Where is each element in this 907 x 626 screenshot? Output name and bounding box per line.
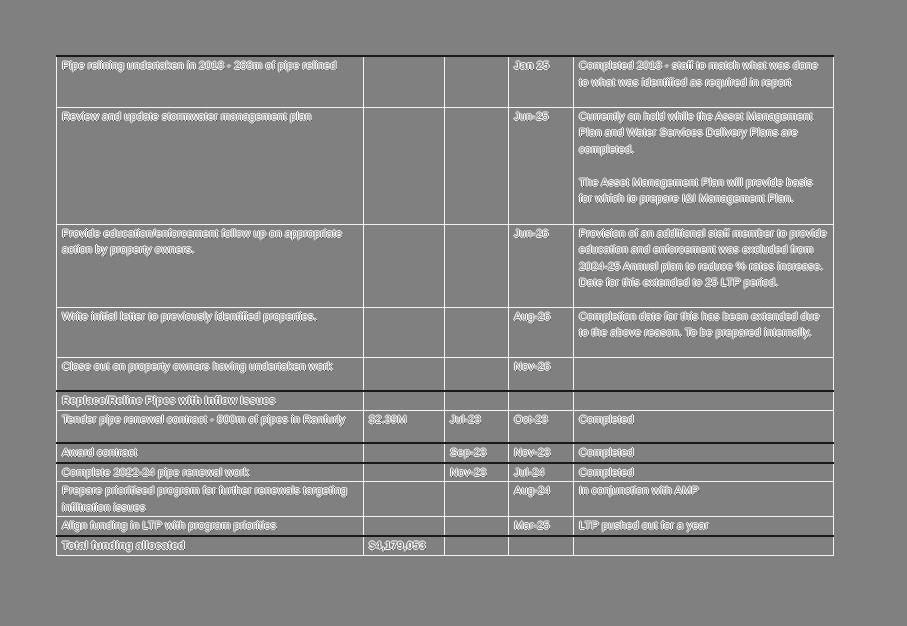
comment-cell: Completed — [574, 443, 834, 463]
action-cell: Review and update stormwater management plan — [57, 107, 364, 224]
comment-paragraph: Currently on hold while the Asset Management Plan and Water Services Delivery Plans are completed. — [579, 110, 813, 156]
table-row — [57, 482, 834, 517]
start-cell — [445, 517, 509, 536]
target-date-cell: Jun-25 — [509, 107, 574, 224]
table-row — [57, 517, 834, 536]
comment-cell: Completed — [574, 463, 834, 482]
action-cell: Tender pipe renewal contract - 800m of pipes in Ranfurly — [57, 410, 364, 443]
action-cell: Align funding in LTP with program priorities — [57, 517, 364, 536]
total-label: Total funding allocated — [57, 536, 364, 555]
target-date-cell: Mar-25 — [509, 517, 574, 536]
funding-cell — [364, 443, 445, 463]
table-row — [57, 357, 834, 391]
start-cell — [445, 482, 509, 517]
funding-cell — [364, 463, 445, 482]
empty-cell — [364, 391, 445, 410]
funding-cell — [364, 224, 445, 307]
total-funding: $4,179,053 — [364, 536, 445, 555]
empty-cell — [445, 536, 509, 555]
start-cell: Nov-23 — [445, 463, 509, 482]
action-cell: Prepare prioritised program for further renewals targeting infiltration issues — [57, 482, 364, 517]
target-date-cell: Jul-24 — [509, 463, 574, 482]
table-row — [57, 224, 834, 307]
target-date-cell: Jun-26 — [509, 224, 574, 307]
action-cell: Pipe relining undertaken in 2018 - 288m of pipe relined — [57, 56, 364, 107]
comment-cell — [574, 357, 834, 391]
total-row — [57, 536, 834, 555]
start-cell — [445, 107, 509, 224]
start-cell — [445, 224, 509, 307]
action-cell: Award contract — [57, 443, 364, 463]
start-cell: Jul-23 — [445, 410, 509, 443]
empty-cell — [445, 391, 509, 410]
empty-cell — [509, 391, 574, 410]
action-cell: Close out on property owners having undertaken work — [57, 357, 364, 391]
comment-cell: LTP pushed out for a year — [574, 517, 834, 536]
start-cell — [445, 56, 509, 107]
funding-cell — [364, 107, 445, 224]
action-cell: Provide education/enforcement follow up on appropriate action by property owners. — [57, 224, 364, 307]
target-date-cell: Jan 25 — [509, 56, 574, 107]
comment-cell — [574, 107, 834, 224]
funding-cell: $2.39M — [364, 410, 445, 443]
table-row — [57, 410, 834, 443]
comment-cell: In conjunction with AMP — [574, 482, 834, 517]
action-plan-table — [56, 55, 834, 556]
table-row — [57, 463, 834, 482]
target-date-cell: Aug-26 — [509, 307, 574, 357]
action-cell: Write initial letter to previously identified properties. — [57, 307, 364, 357]
start-cell — [445, 307, 509, 357]
target-date-cell: Nov-23 — [509, 443, 574, 463]
target-date-cell: Nov-26 — [509, 357, 574, 391]
comment-cell: Provision of an additional staff member to provide education and enforcement was excluded from 2024-25 Annual plan to reduce % rates increase. Date for this extended to 25 LTP period. — [574, 224, 834, 307]
table-row — [57, 443, 834, 463]
start-cell: Sep-23 — [445, 443, 509, 463]
section-header: Replace/Reline Pipes with Inflow Issues — [57, 391, 364, 410]
paragraph-gap — [579, 158, 828, 175]
action-cell: Complete 2022-24 pipe renewal work — [57, 463, 364, 482]
funding-cell — [364, 482, 445, 517]
comment-paragraph: The Asset Management Plan will provide basis for which to prepare I&I Management Plan. — [579, 176, 813, 206]
start-cell — [445, 357, 509, 391]
comment-cell: Completed — [574, 410, 834, 443]
comment-cell: Completion date for this has been extended due to the above reason. To be prepared internally. — [574, 307, 834, 357]
target-date-cell: Oct-23 — [509, 410, 574, 443]
empty-cell — [574, 536, 834, 555]
funding-cell — [364, 307, 445, 357]
target-date-cell: Aug-24 — [509, 482, 574, 517]
funding-cell — [364, 517, 445, 536]
funding-cell — [364, 357, 445, 391]
comment-cell: Completed 2018 - staff to match what was done to what was identified as required in report — [574, 56, 834, 107]
table-row — [57, 107, 834, 224]
table-row — [57, 307, 834, 357]
table-row — [57, 56, 834, 107]
empty-cell — [509, 536, 574, 555]
funding-cell — [364, 56, 445, 107]
section-header-row — [57, 391, 834, 410]
empty-cell — [574, 391, 834, 410]
